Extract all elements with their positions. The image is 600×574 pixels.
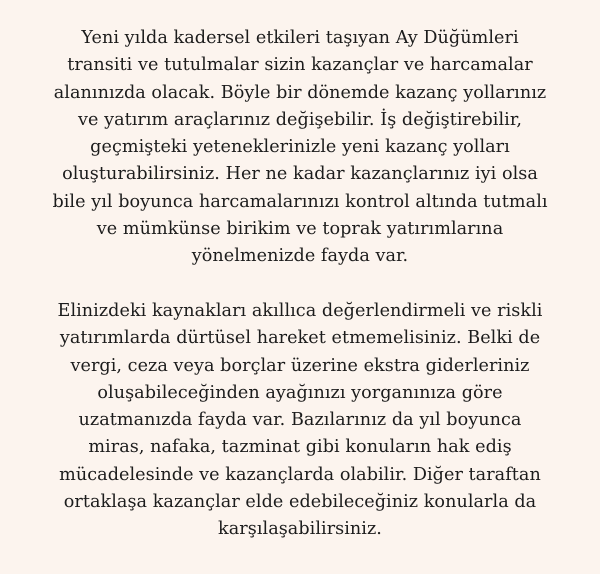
- paragraph-line: karşılaşabilirsiniz.: [218, 519, 382, 540]
- paragraph-line: yönelmenizde fayda var.: [191, 246, 409, 267]
- paragraph-line: Yeni yılda kadersel etkileri taşıyan Ay Düğümleri: [81, 28, 519, 48]
- paragraph-line: oluşabileceğinden ayağınızı yorganınıza göre: [97, 382, 503, 403]
- paragraph-2: [0, 298, 600, 544]
- paragraph-line: oluşturabilirsiniz. Her ne kadar kazançlarınız iyi olsa: [62, 164, 538, 185]
- paragraph-line: uzatmanızda fayda var. Bazılarınız da yıl boyunca: [78, 410, 522, 431]
- paragraph-line: mücadelesinde ve kazançlarda olabilir. Diğer taraftan: [59, 464, 541, 485]
- paragraph-line: transiti ve tutulmalar sizin kazançlar ve harcamalar: [67, 55, 533, 76]
- paragraph-line: ve mümkünse birikim ve toprak yatırımlarına: [96, 219, 504, 240]
- paragraph-spacer: [0, 271, 600, 298]
- paragraph-line: miras, nafaka, tazminat gibi konuların hak ediş: [88, 437, 512, 458]
- paragraph-line: yatırımlarda dürtüsel hareket etmemelisiniz. Belki de: [59, 328, 541, 349]
- paragraph-1: [0, 25, 600, 271]
- paragraph-line: bile yıl boyunca harcamalarınızı kontrol altında tutmalı: [52, 191, 548, 212]
- paragraph-line: alanınızda olacak. Böyle bir dönemde kazanç yollarınız: [53, 82, 547, 103]
- paragraph-line: vergi, ceza veya borçlar üzerine ekstra giderleriniz: [70, 355, 530, 376]
- paragraph-line: ve yatırım araçlarınız değişebilir. İş değiştirebilir,: [77, 109, 522, 130]
- paragraph-line: ortaklaşa kazançlar elde edebileceğiniz konularla da: [63, 492, 537, 513]
- paragraph-line: geçmişteki yeteneklerinizle yeni kazanç yolları: [90, 137, 510, 158]
- paragraph-line: Elinizdeki kaynakları akıllıca değerlendirmeli ve riskli: [57, 300, 543, 321]
